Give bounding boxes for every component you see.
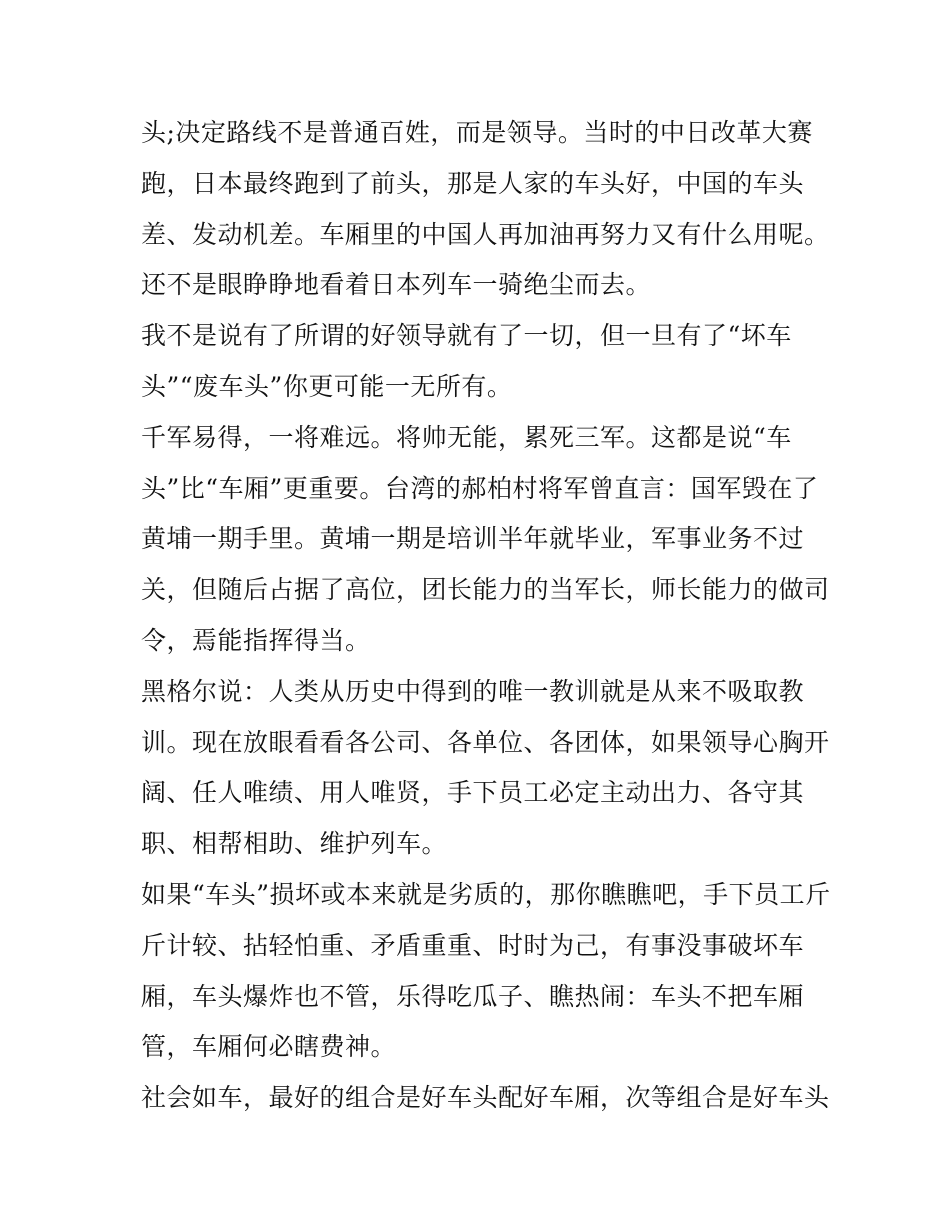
- text-line: 令，焉能指挥得当。: [141, 625, 371, 655]
- text-line: 厢，车头爆炸也不管，乐得吃瓜子、瞧热闹：车头不把车厢: [141, 981, 805, 1011]
- text-line: 社会如车，最好的组合是好车头配好车厢，次等组合是好车头: [141, 1083, 830, 1113]
- body-text: [141, 108, 831, 1124]
- text-line: 斤计较、拈轻怕重、矛盾重重、时时为己，有事没事破坏车: [141, 930, 805, 960]
- text-line: 如果“车头”损坏或本来就是劣质的，那你瞧瞧吧，手下员工斤: [141, 879, 831, 909]
- text-line: 管，车厢何必瞎费神。: [141, 1032, 397, 1062]
- text-line: 我不是说有了所谓的好领导就有了一切，但一旦有了“坏车: [141, 321, 792, 351]
- text-line: 黑格尔说：人类从历史中得到的唯一教训就是从来不吸取教: [141, 676, 805, 706]
- text-line: 黄埔一期手里。黄埔一期是培训半年就毕业，军事业务不过: [141, 524, 805, 554]
- text-line: 差、发动机差。车厢里的中国人再加油再努力又有什么用呢。: [141, 219, 830, 249]
- text-line: 千军易得，一将难远。将帅无能，累死三军。这都是说“车: [141, 422, 792, 452]
- text-line: 还不是眼睁睁地看着日本列车一骑绝尘而去。: [141, 270, 652, 300]
- text-line: 头”比“车厢”更重要。台湾的郝柏村将军曾直言：国军毁在了: [141, 473, 819, 503]
- text-line: 训。现在放眼看看各公司、各单位、各团体，如果领导心胸开: [141, 727, 830, 757]
- text-line: 头;决定路线不是普通百姓，而是领导。当时的中日改革大赛: [141, 118, 813, 147]
- text-line: 头”“废车头”你更可能一无所有。: [141, 371, 513, 401]
- text-line: 职、相帮相助、维护列车。: [141, 829, 448, 859]
- text-line: 跑，日本最终跑到了前头，那是人家的车头好，中国的车头: [141, 168, 805, 198]
- text-line: 关，但随后占据了高位，团长能力的当军长，师长能力的做司: [141, 575, 830, 605]
- text-line: 阔、任人唯绩、用人唯贤，手下员工必定主动出力、各守其: [141, 778, 805, 808]
